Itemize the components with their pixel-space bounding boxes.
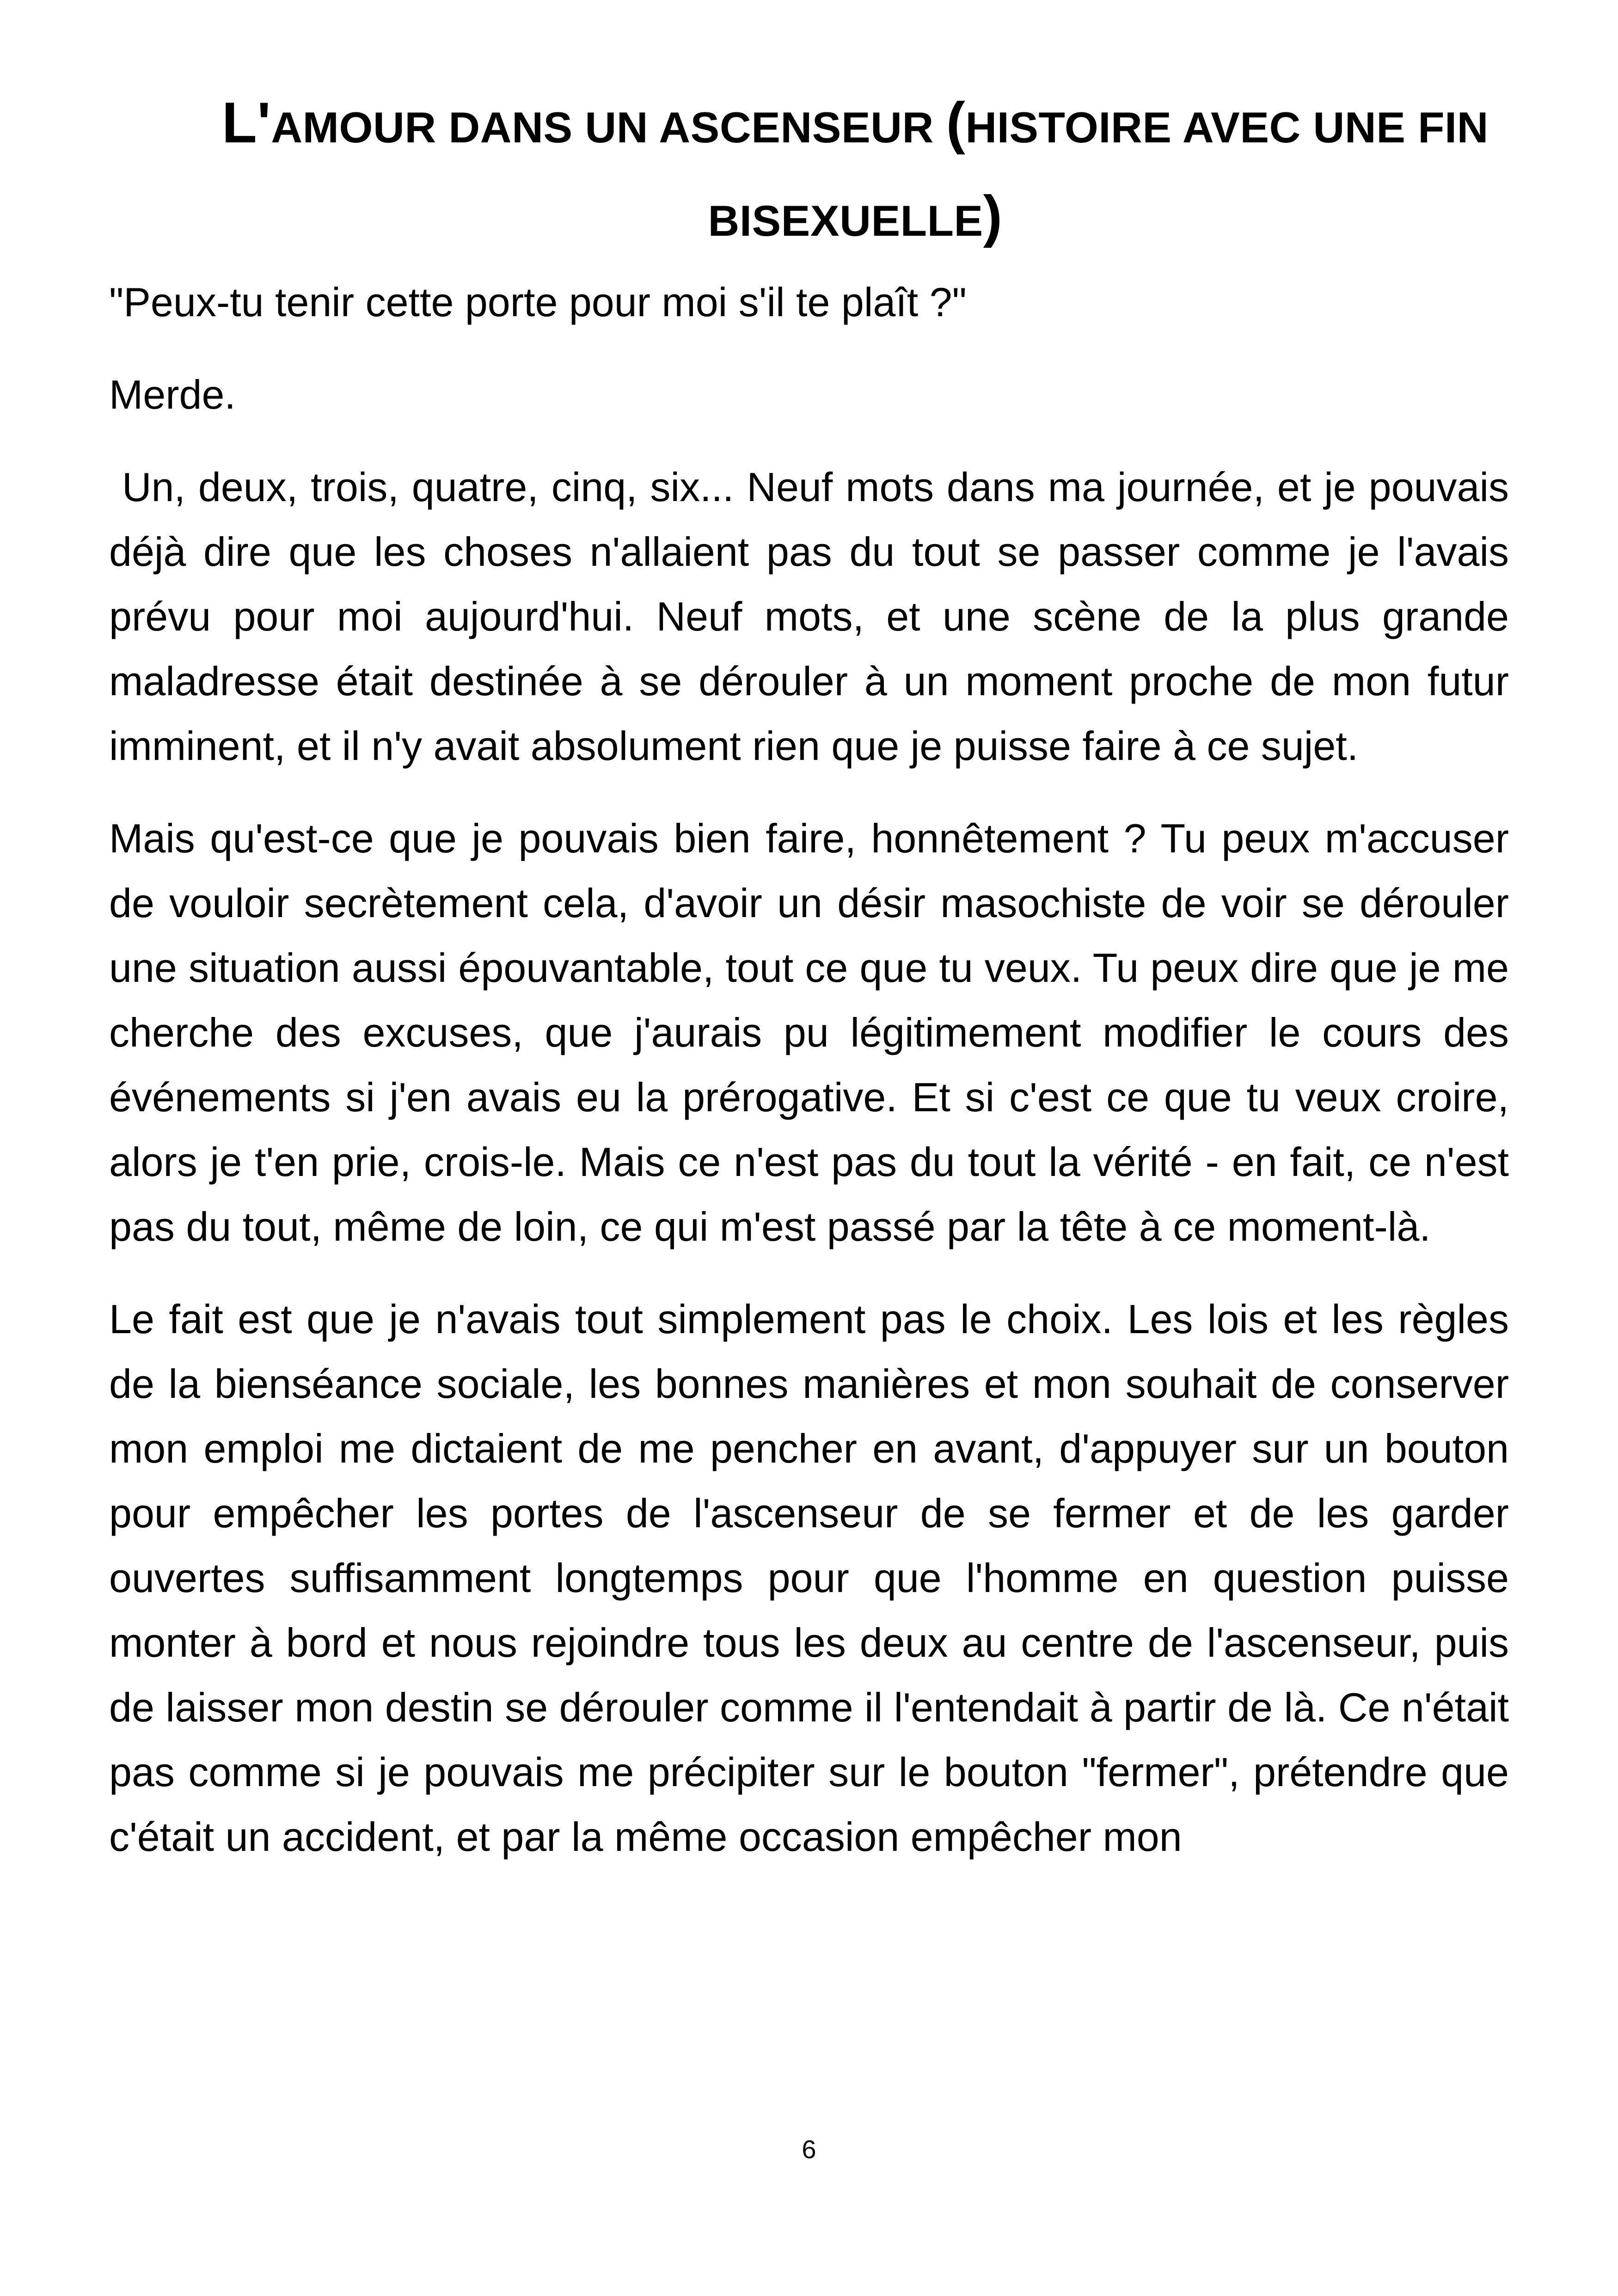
- paragraph-dialogue: "Peux-tu tenir cette porte pour moi s'il te plaît ?": [109, 279, 967, 325]
- title-part-4: HISTOIRE AVEC UNE FIN BISEXUELLE: [708, 103, 1489, 245]
- title-part-5: ): [983, 184, 1003, 248]
- paragraph-merde: Merde.: [109, 372, 236, 417]
- title-part-2: AMOUR DANS UN ASCENSEUR: [271, 103, 946, 152]
- paragraph-neuf-mots: Un, deux, trois, quatre, cinq, six... Neuf mots dans ma journée, et je pouvais déjà dire que les choses n'allaient pas du tout se passer comme je l'avais prévu pour moi aujourd'hui. Neuf mots, et une scène de la plus grande maladresse était destinée à se dérouler à un moment proche de mon futur imminent, et il n'y avait absolument rien que je puisse faire à ce sujet.: [109, 464, 1520, 769]
- page-number: 6: [802, 2135, 816, 2164]
- paragraph-le-fait: Le fait est que je n'avais tout simplement pas le choix. Les lois et les règles de la bienséance sociale, les bonnes manières et mon souhait de conserver mon emploi me dictaient de me pencher en avant, d'appuyer sur un bouton pour empêcher les portes de l'ascenseur de se fermer et de les garder ouvertes suffisamment longtemps pour que l'homme en question puisse monter à bord et nous rejoindre tous les deux au centre de l'ascenseur, puis de laisser mon destin se dérouler comme il l'entendait à partir de là. Ce n'était pas comme si je pouvais me précipiter sur le bouton "fermer", prétendre que c'était un accident, et par la même occasion empêcher mon: [109, 1296, 1509, 1860]
- body-text: [109, 270, 1520, 1869]
- title-part-1: L': [221, 91, 271, 155]
- chapter-title: [109, 79, 1509, 265]
- title-part-3: (: [946, 91, 966, 155]
- paragraph-mais: Mais qu'est-ce que je pouvais bien faire, honnêtement ? Tu peux m'accuser de vouloir secrètement cela, d'avoir un désir masochiste de voir se dérouler une situation aussi épouvantable, tout ce que tu veux. Tu peux dire que je me cherche des excuses, que j'aurais pu légitimement modifier le cours des événements si j'en avais eu la prérogative. Et si c'est ce que tu veux croire, alors je t'en prie, crois-le. Mais ce n'est pas du tout la vérité - en fait, ce n'est pas du tout, même de loin, ce qui m'est passé par la tête à ce moment-là.: [109, 815, 1509, 1249]
